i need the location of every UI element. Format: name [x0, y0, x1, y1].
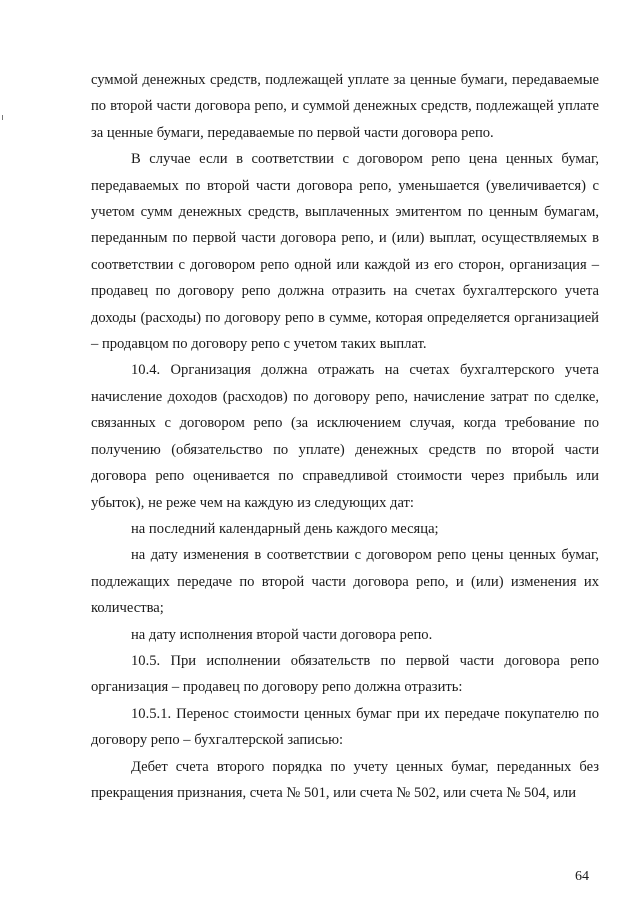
paragraph-1: суммой денежных средств, подлежащей уплате за ценные бумаги, передаваемые по второй части договора репо, и суммой денежных средств, подлежащей уплате за ценные бумаги, передаваемые по первой части договора репо.	[91, 72, 599, 141]
paragraph-2: В случае если в соответствии с договором репо цена ценных бумаг, передаваемых по второй части договора репо, уменьшается (увеличивается) с учетом сумм денежных средств, выплаченных эмитентом по ценным бумагам, переданным по первой части договора репо, и (или) выплат, осуществляемых в соответствии с договором репо одной или каждой из его сторон, организация – продавец по договору репо должна отразить на счетах бухгалтерского учета доходы (расходы) по договору репо в сумме, которая определяется организацией – продавцом по договору репо с учетом таких выплат.	[91, 151, 599, 353]
document-body	[91, 67, 599, 806]
paragraph-9: Дебет счета второго порядка по учету ценных бумаг, переданных без прекращения признания, счета № 501, или счета № 502, или счета № 504, или	[91, 758, 599, 801]
paragraph-8: 10.5.1. Перенос стоимости ценных бумаг при их передаче покупателю по договору репо – бухгалтерской записью:	[91, 705, 599, 749]
paragraph-3: 10.4. Организация должна отражать на счетах бухгалтерского учета начисление доходов (расходов) по договору репо, начисление затрат по сделке, связанных с договором репо (за исключением случая, когда требование по получению (обязательство по уплате) денежных средств по второй части договора репо оценивается по справедливой стоимости через прибыль или убыток), не реже чем на каждую из следующих дат:	[91, 362, 599, 511]
paragraph-5: на дату изменения в соответствии с договором репо цены ценных бумаг, подлежащих передаче по второй части договора репо, и (или) изменения их количества;	[91, 547, 599, 617]
paragraph-6: на дату исполнения второй части договора репо.	[131, 626, 433, 643]
paragraph-7: 10.5. При исполнении обязательств по первой части договора репо организация – продавец по договору репо должна отразить:	[91, 652, 599, 696]
paragraph-4: на последний календарный день каждого месяца;	[131, 520, 439, 537]
margin-mark	[2, 115, 3, 120]
page-number: 64	[575, 869, 589, 884]
